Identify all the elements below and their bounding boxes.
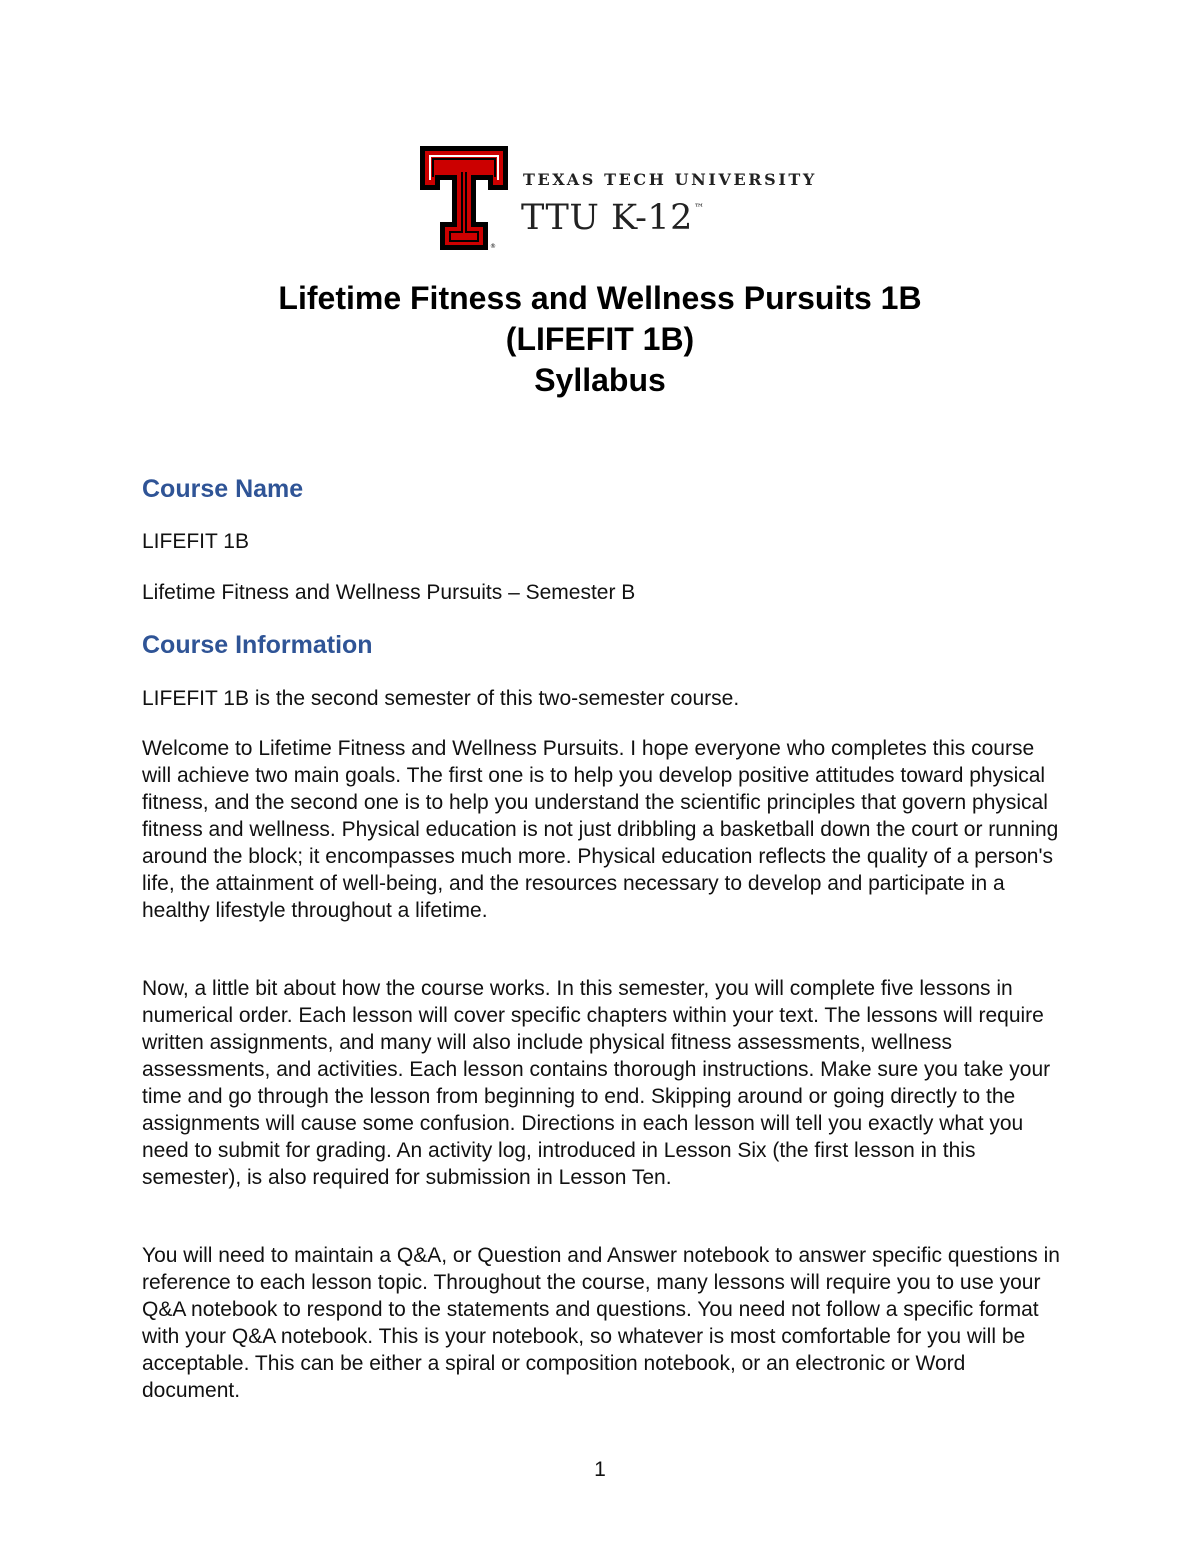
double-t-red xyxy=(425,151,503,245)
title-line-2: (LIFEFIT 1B) xyxy=(505,321,695,357)
course-code: LIFEFIT 1B xyxy=(142,530,249,553)
info-paragraph-3: Now, a little bit about how the course works. In this semester, you will complete five lessons in numerical order. Each lesson will cover specific chapters within your text. The lessons will require written assignments, and many will also include physical fitness assessments, wellness assessments, and activities. Each lesson contains thorough instructions. Make sure you take your time and go through the lesson from beginning to end. Skipping around or going directly to the assignments will cause some confusion. Directions in each lesson will tell you exactly what you need to submit for grading. An activity log, introduced in Lesson Six (the first lesson in this semester), is also required for submission in Lesson Ten. xyxy=(142,977,1051,1189)
page-number: 1 xyxy=(594,1458,606,1481)
logo-program-text: TTU K-12 xyxy=(521,198,693,238)
info-paragraph-1: LIFEFIT 1B is the second semester of this two-semester course. xyxy=(142,687,740,710)
logo-trademark: ™ xyxy=(693,203,705,214)
title-line-3: Syllabus xyxy=(534,362,666,398)
course-information-heading: Course Information xyxy=(142,631,373,659)
course-name-heading: Course Name xyxy=(142,475,304,503)
double-t-icon xyxy=(420,146,520,250)
info-paragraph-4: You will need to maintain a Q&A, or Question and Answer notebook to answer specific questions in reference to each lesson topic. Throughout the course, many lessons will require you to use your Q&A notebook to respond to the statements and questions. You need not follow a specific format with your Q&A notebook. This is your notebook, so whatever is most comfortable for you will be acceptable. This can be either a spiral or composition notebook, or an electronic or Word document. xyxy=(142,1244,1060,1402)
info-paragraph-2: Welcome to Lifetime Fitness and Wellness Pursuits. I hope everyone who completes this course will achieve two main goals. The first one is to help you develop positive attitudes toward physical fitness, and the second one is to help you understand the scientific principles that govern physical fitness and wellness. Physical education is not just dribbling a basketball down the court or running around the block; it encompasses much more. Physical education reflects the quality of a person's life, the attainment of well-being, and the resources necessary to develop and participate in a healthy lifestyle throughout a lifetime. xyxy=(142,737,1059,922)
logo-university-name: TEXAS TECH UNIVERSITY xyxy=(523,170,817,189)
document-title xyxy=(0,278,1200,401)
title-line-1: Lifetime Fitness and Wellness Pursuits 1B xyxy=(278,280,922,316)
course-full-name: Lifetime Fitness and Wellness Pursuits – Semester B xyxy=(142,581,636,604)
registered-mark: ® xyxy=(490,243,496,250)
logo-program-name xyxy=(521,187,704,240)
